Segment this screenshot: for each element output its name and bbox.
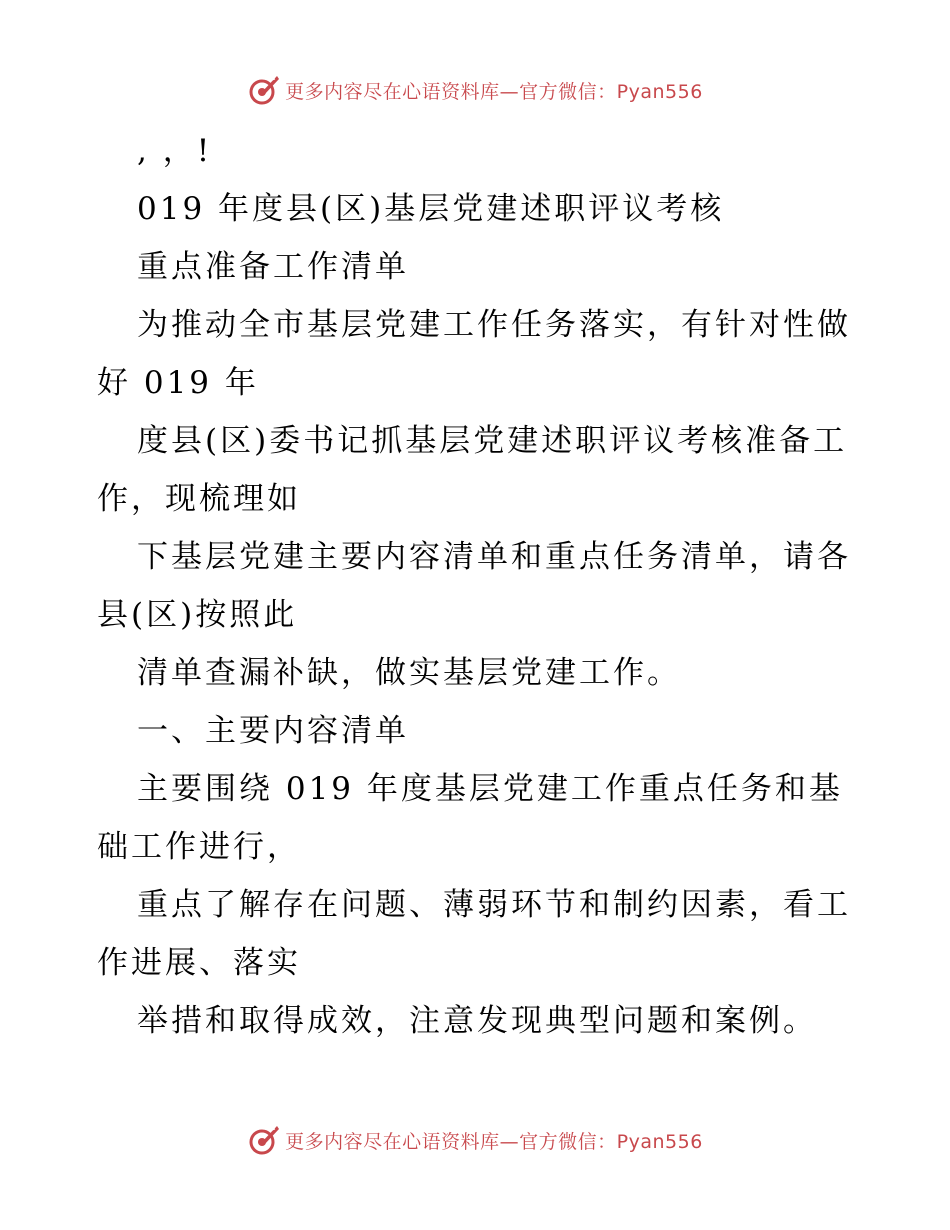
footer-banner-text: 更多内容尽在心语资料库—官方微信：Pyan556	[285, 1130, 703, 1153]
text-line: 作，现梳理如	[97, 481, 301, 517]
quill-logo-icon	[247, 73, 281, 107]
text-line: 清单查漏补缺，做实基层党建工作。	[137, 655, 681, 691]
header-banner-text: 更多内容尽在心语资料库—官方微信：Pyan556	[285, 80, 703, 103]
document-title-line-1: 019 年度县(区)基层党建述职评议考核	[137, 191, 725, 227]
text-line: 为推动全市基层党建工作任务落实，有针对性做	[137, 307, 851, 343]
text-line: 下基层党建主要内容清单和重点任务清单，请各	[137, 539, 851, 575]
footer-banner	[0, 1120, 950, 1160]
text-line: 度县(区)委书记抓基层党建述职评议考核准备工	[137, 423, 848, 459]
text-line: , ，!	[137, 133, 213, 169]
document-body	[97, 122, 857, 1050]
header-banner	[0, 70, 950, 110]
text-line: 重点了解存在问题、薄弱环节和制约因素，看工	[137, 887, 851, 923]
text-line: 础工作进行，	[97, 829, 301, 865]
text-line: 主要围绕 019 年度基层党建工作重点任务和基	[137, 771, 843, 807]
text-line: 好 019 年	[97, 365, 259, 401]
text-line: 举措和取得成效，注意发现典型问题和案例。	[137, 1003, 817, 1039]
section-heading: 一、主要内容清单	[137, 713, 409, 749]
text-line: 县(区)按照此	[97, 597, 298, 633]
document-title-line-2: 重点准备工作清单	[137, 249, 409, 285]
text-line: 作进展、落实	[97, 945, 301, 981]
quill-logo-icon	[247, 1123, 281, 1157]
